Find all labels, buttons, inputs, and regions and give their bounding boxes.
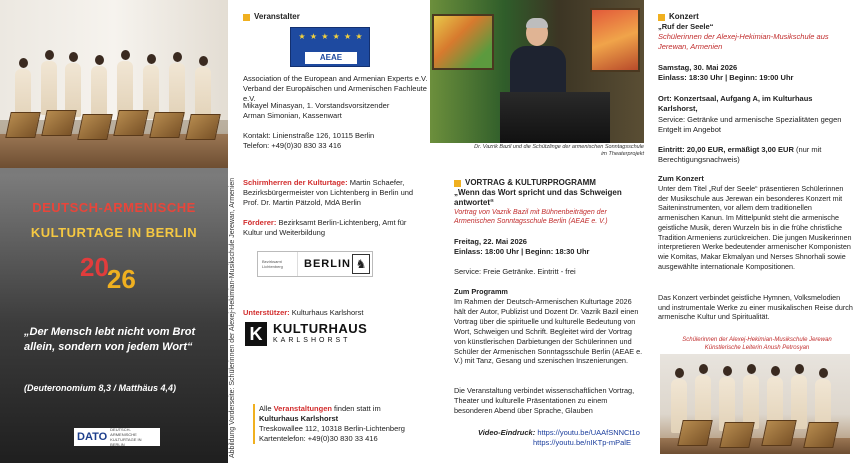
kanun-instrument: [5, 112, 41, 138]
cover-title-line1: DEUTSCH-ARMENISCHE: [32, 200, 196, 215]
performer-figure: [194, 56, 212, 121]
aeae-logo-text: AEAE: [305, 52, 357, 64]
venue-info: Alle Veranstaltungen finden statt im Kulturhaus Karlshorst Treskowallee 112, 10318 Berlin-Lichtenberg Kartentelefon: +49(0)30 830 33 416: [253, 404, 423, 444]
kanun-instrument: [677, 420, 713, 446]
concert-photo-caption: Schülerinnen der Alexej-Hekimian-Musikschule Jerewan Künstlerische Leiterin Anush Petrosyan: [682, 337, 832, 351]
cover-title-line2: KULTURTAGE IN BERLIN: [30, 225, 198, 240]
concert-service: Service: Getränke und armenische Spezialitäten gegen Entgelt im Angebot: [658, 115, 842, 134]
cover-quote: „Der Mensch lebt nicht vom Brot allein, sondern von jedem Wort“: [24, 326, 196, 353]
program-title: „Wenn das Wort spricht und das Schweigen antwortet“: [454, 188, 622, 207]
yellow-square-icon: [454, 180, 461, 187]
supporter-block: [243, 308, 428, 318]
sponsor-label: Förderer:: [243, 218, 277, 227]
concert-price: Eintritt: 20,00 EUR, ermäßigt 3,00 EUR (nur mit Berechtigungsnachweis): [658, 145, 822, 164]
kulturhaus-k-icon: K: [245, 322, 267, 346]
patrons-text: Martin Schaefer, Bezirksbürgermeister von Lichtenberg in Berlin und Prof. Dr. Martin Pätzold, MdA Berlin: [243, 178, 414, 207]
program-heading: VORTRAG & KULTURPROGRAMM: [454, 178, 596, 188]
concert-body-heading: Zum Konzert: [658, 174, 704, 183]
cover-title: [0, 200, 228, 240]
program-panel: [430, 0, 644, 463]
performer-figure: [168, 52, 186, 117]
kanun-instrument: [185, 114, 221, 140]
dato-logo: [74, 428, 160, 446]
supporter-text: Kulturhaus Karlshorst: [291, 308, 364, 317]
concert-panel: [646, 0, 860, 463]
kanun-instrument: [77, 114, 113, 140]
performer-figure: [40, 50, 58, 115]
organizer-contact: Kontakt: Linienstraße 126, 10115 Berlin Telefon: +49(0)30 830 33 416: [243, 131, 375, 150]
organizer-heading: Veranstalter: [243, 12, 300, 22]
supporter-label: Unterstützer:: [243, 308, 290, 317]
sponsor-block: [243, 218, 428, 238]
kanun-instrument: [803, 422, 839, 448]
patrons-block: [243, 178, 428, 208]
program-service: Service: Freie Getränke. Eintritt - frei: [454, 267, 576, 276]
program-body: Im Rahmen der Deutsch-Armenischen Kulturtage 2026 hält der Autor, Publizist und Dozent Dr. Vazrik Bazil einen Vortrag über die spirituelle und kulturelle Bedeutung von Wort, Schweigen und Schrift. Begleitet wird der Vortrag von künstlerischen Darbietungen der Schülerinnen und Schüler der Armenischen Sonntagsschule Berlin (AEAE e. V.) mit Tanz, Gesang und szenischen Inszenierungen.: [454, 297, 643, 366]
video-link-2[interactable]: https://youtu.be/nIKTp-mPalE: [533, 438, 631, 447]
aeae-logo: [290, 27, 370, 67]
program-body-heading: Zum Programm: [454, 287, 508, 296]
concert-place: Ort: Konzertsaal, Aufgang A, im Kulturhaus Karlshorst,: [658, 94, 813, 113]
berlin-logo-text: BERLIN: [304, 258, 351, 270]
cover-panel: [0, 0, 228, 463]
vertical-photo-caption: Abbildung Vorderseite: Schülerinnen der Alexej-Hekimian-Musikschule Jerewan, Armenien: [229, 177, 236, 458]
program-body-2: Die Veranstaltung verbindet wissenschaftlichen Vortrag, Theater und kulturelle Präsentationen zu einem besonderen Abend über Sprache, Glauben: [454, 386, 635, 415]
speaker-photo: [430, 0, 644, 143]
sponsor-text: Bezirksamt Berlin-Lichtenberg, Amt für Kultur und Weiterbildung: [243, 218, 407, 237]
berlin-bear-icon: ♞: [352, 254, 370, 274]
concert-body-2: Das Konzert verbindet geistliche Hymnen, Volksmelodien und instrumentale Werke zu einer musikalischen Reise durch armenische Kultur und Spiritualität.: [658, 293, 853, 322]
concert-title: „Ruf der Seele“: [658, 22, 714, 31]
eu-stars-icon: ★ ★ ★ ★ ★ ★: [298, 32, 364, 41]
dato-logo-mark: DATO: [77, 431, 108, 443]
video-link-1[interactable]: https://youtu.be/UAAfSNNCt1o: [537, 428, 640, 437]
performer-figure: [64, 52, 82, 117]
concert-photo: [660, 354, 850, 454]
berlin-lichtenberg-logo: Bezirksamt Lichtenberg BERLIN ♞: [257, 251, 373, 277]
video-label: Video-Eindruck:: [478, 428, 536, 437]
program-date: Freitag, 22. Mai 2026 Einlass: 18:00 Uhr | Beginn: 18:30 Uhr: [454, 237, 590, 256]
performer-figure: [90, 55, 108, 120]
concert-body: Unter dem Titel „Ruf der Seele“ präsentieren Schülerinnen der Musikschule aus Jerewan ein besonderes Konzert mit Saiteninstrumenten, vor allem dem traditionellen armenischen Kanun. Im Mittelpunkt steht die armenische geistliche Musik, deren Wurzeln bis in die frühe christliche Tradition Armeniens zurückreichen. Die jungen Musikerinnen interpretieren Werke bedeutender armenischer Komponisten wie Komitas, Makar Ekmalyan und Nerses Shnorhali sowie ausgewählte internationale Kompositionen.: [658, 184, 852, 271]
patrons-label: Schirmherren der Kulturtage:: [243, 178, 348, 187]
performer-figure: [742, 364, 760, 429]
video-links: [478, 428, 640, 448]
program-subtitle: Vortrag von Vazrik Bazil mit Bühnenbeiträgen der Armenischen Sonntagsschule Berlin (AEAE e. V.): [454, 209, 608, 225]
kanun-instrument: [149, 112, 185, 138]
yellow-square-icon: [243, 14, 250, 21]
speaker-photo-caption: Dr. Vazrik Bazil und die Schützlinge der armenischen Sonntagsschule im Theaterprojekt: [474, 144, 644, 157]
kulturhaus-karlshorst-logo: K KULTURHAUS KARLSHORST: [245, 322, 367, 346]
organizer-name: Association of the European and Armenian Experts e.V. Verband der Europäischen und Armenischen Fachleute e.V.: [243, 74, 428, 103]
kanun-instrument: [41, 110, 77, 136]
organizer-board: Mikayel Minasyan, 1. Vorstandsvorsitzender Arman Simonian, Kassenwart: [243, 101, 390, 120]
dato-logo-subtitle: DEUTSCH-ARMENISCHE KULTURTAGE IN BERLIN: [110, 427, 142, 447]
organizer-panel: [243, 0, 428, 463]
year-part2: 26: [106, 264, 136, 294]
concert-subtitle: Schülerinnen der Alexej-Hekimian-Musikschule aus Jerewan, Armenien: [658, 32, 829, 51]
concert-date: Samstag, 30. Mai 2026 Einlass: 18:30 Uhr | Beginn: 19:00 Uhr: [658, 63, 794, 82]
cover-year: [80, 252, 136, 294]
concert-heading: Konzert: [658, 12, 854, 22]
kanun-instrument: [719, 422, 755, 448]
kanun-instrument: [761, 420, 797, 446]
year-part1: 20: [80, 252, 109, 282]
cover-photo-performers: [0, 0, 228, 168]
kanun-instrument: [113, 110, 149, 136]
cover-quote-reference: (Deuteronomium 8,3 / Matthäus 4,4): [24, 383, 177, 393]
performer-figure: [116, 50, 134, 115]
yellow-square-icon: [658, 14, 665, 21]
